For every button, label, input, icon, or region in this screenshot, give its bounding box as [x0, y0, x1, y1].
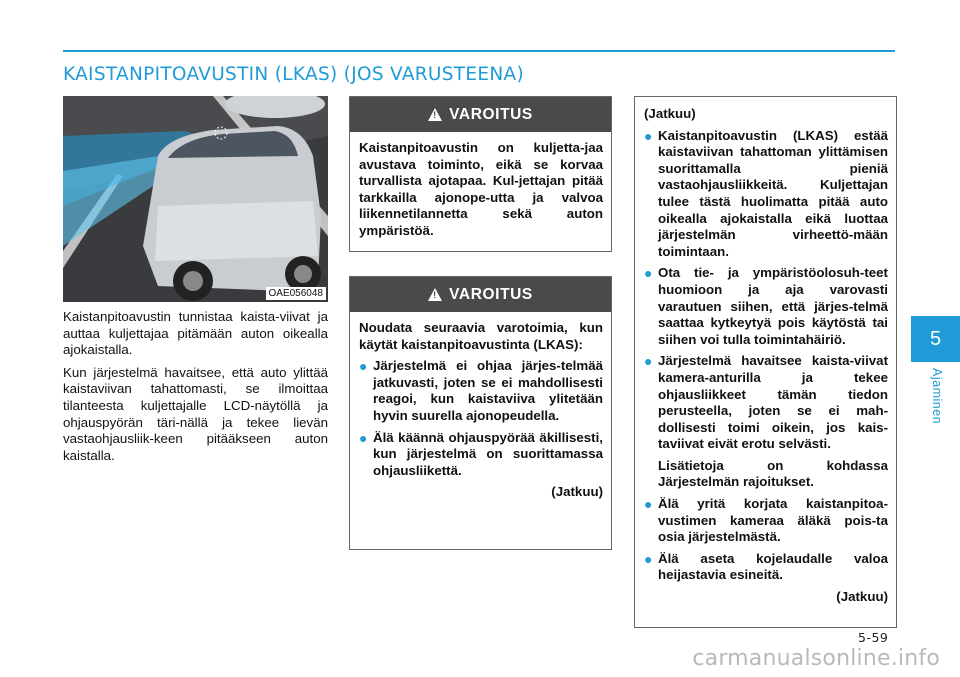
continued-header: (Jatkuu): [644, 106, 696, 121]
continued-label: (Jatkuu): [551, 484, 603, 500]
bullet-dot-icon: ●: [644, 353, 653, 370]
top-rule: [63, 50, 895, 52]
car-lane-figure: [63, 96, 328, 302]
bullet-list: [644, 128, 888, 453]
list-item: ● Järjestelmä havaitsee kaista-viivat kamera-anturilla ja tekee ohjausliikkeet tämän tiedon perusteella, joten se ei mah-dollisesti toimi oikein, jos kais-taviivat eivät erotu selvästi.: [644, 353, 888, 452]
continued-box: [634, 96, 897, 628]
list-item: ● Ota tie- ja ympäristöolosuh-teet huomioon ja aja varovasti varautuen siihen, että järjes-telmä saattaa kytkeytyä pois käytöstä tai siihen voi tulla toimintahäiriö.: [644, 265, 888, 347]
list-item: ● Älä yritä korjata kaistanpitoa-vustimen kameraa äläkä pois-ta osia järjestelmästä.: [644, 496, 888, 545]
warning-body: [350, 312, 611, 507]
list-item: ● Kaistanpitoavustin (LKAS) estää kaistaviivan tahattoman ylittämisen suorittamalla pieniä vastaohjausliikkeitä. Kuljettajan tulee tästä huolimatta pitää auto oikealla ajokaistalla eikä luottaa järjestelmän virheettö-mään toimintaan.: [644, 127, 888, 259]
page-number: 5-59: [858, 630, 889, 645]
body-paragraph: Kaistanpitoavustin tunnistaa kaista-viivat ja auttaa kuljettajaa pitämään auton oikealla ajokaistalla.: [63, 309, 328, 358]
bullet-dot-icon: ●: [644, 265, 653, 282]
chapter-tab: 5: [911, 316, 960, 362]
car-lane-camera-illustration: [63, 96, 328, 302]
figure-code: OAE056048: [266, 287, 327, 300]
watermark: carmanualsonline.info: [692, 646, 940, 671]
section-title: KAISTANPITOAVUSTIN (LKAS) (JOS VARUSTEENA): [63, 64, 524, 85]
warning-bullet-list: [359, 358, 603, 479]
bullet-dot-icon: ●: [644, 496, 653, 513]
warning-triangle-icon: !: [428, 288, 442, 301]
warning-header: [350, 277, 611, 312]
chapter-label: Ajaminen: [930, 368, 944, 425]
bullet-dot-icon: ●: [359, 358, 368, 375]
bullet-dot-icon: ●: [359, 429, 368, 446]
list-item: ● Älä aseta kojelaudalle valoa heijastavia esineitä.: [644, 550, 888, 583]
left-column: [63, 309, 328, 470]
continued-body: [635, 97, 896, 612]
warning-text: Kaistanpitoavustin on kuljetta-jaa avustava toiminto, eikä se korvaa turvallista ajotapaa. Kul-jettajan pitää tarkkailla ajonope-utta ja valvoa liikennetilannetta sekä auton ympäristöä.: [359, 140, 603, 238]
warning-body: [350, 132, 611, 251]
continued-label: (Jatkuu): [836, 589, 888, 605]
warning-intro: Noudata seuraavia varotoimia, kun käytät kaistanpitoavustinta (LKAS):: [359, 320, 603, 352]
warning-box-2: [349, 276, 612, 550]
bullet-dot-icon: ●: [644, 550, 653, 567]
warning-heading: VAROITUS: [449, 105, 533, 123]
warning-header: [350, 97, 611, 132]
bullet-list-2: [644, 496, 888, 584]
list-item: ● Älä käännä ohjauspyörää äkillisesti, kun järjestelmä on suorittamassa ohjausliikettä.: [359, 429, 603, 478]
bullet-dot-icon: ●: [644, 127, 653, 144]
reference-note: Lisätietoja on kohdassa Järjestelmän rajoitukset.: [658, 457, 888, 490]
list-item: ● Järjestelmä ei ohjaa järjes-telmää jatkuvasti, joten se ei mahdollisesti reagoi, kun kaistaviiva ylitetään hyvin suurella ajonopeudella.: [359, 358, 603, 423]
warning-box-1: [349, 96, 612, 252]
body-paragraph: Kun järjestelmä havaitsee, että auto ylittää kaistaviivan tahattomasti, se ilmoittaa tilanteesta kuljettajalle LCD-näytöllä ja ohjauspyörän täri-nällä ja tekee lievän vastaohjausliik-keen pitääkseen auton kaistalla.: [63, 364, 328, 463]
warning-heading: VAROITUS: [449, 285, 533, 303]
warning-triangle-icon: !: [428, 108, 442, 121]
